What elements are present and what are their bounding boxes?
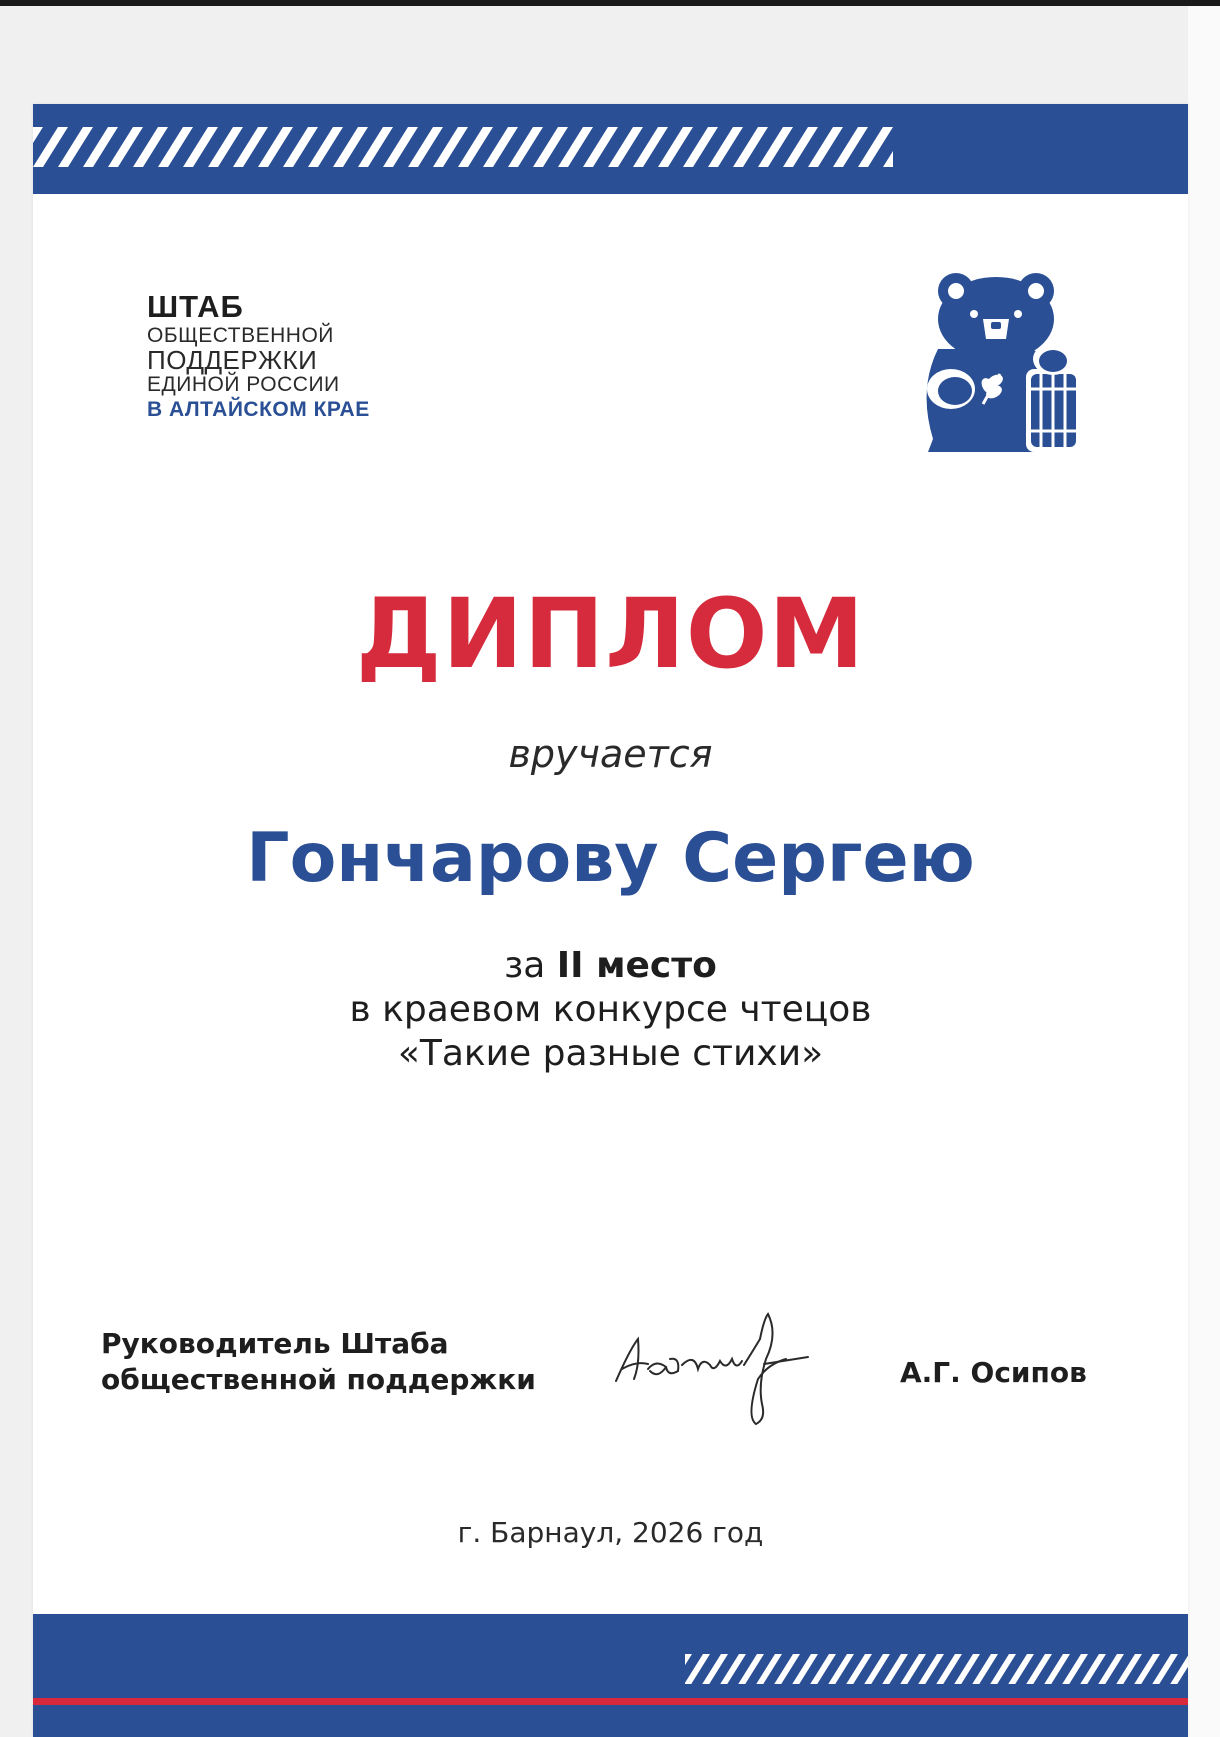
logo-line-4: ЕДИНОЙ РОССИИ: [147, 373, 340, 396]
awarded-text: вручается: [508, 732, 713, 776]
top-decorative-stripe: [33, 104, 1188, 194]
top-hatch-pattern: [33, 127, 893, 167]
staff-logo: [147, 290, 370, 423]
role-line-1: Руководитель Штаба: [101, 1327, 449, 1360]
diploma-title: ДИПЛОМ: [355, 578, 866, 690]
logo-line-3: ПОДДЕРЖКИ: [147, 345, 318, 375]
logo-line-5: В АЛТАЙСКОМ КРАЕ: [147, 398, 370, 421]
signer-name: А.Г. Осипов: [900, 1356, 1087, 1389]
logo-line-2: ОБЩЕСТВЕННОЙ: [147, 324, 334, 347]
role-line-2: общественной поддержки: [101, 1363, 536, 1396]
page-margin: [1188, 6, 1220, 1737]
award-reason: [33, 944, 1188, 1076]
recipient-name: Гончарову Сергею: [246, 819, 975, 898]
top-status-bar: [0, 0, 1220, 6]
logo-line-1: ШТАБ: [147, 289, 244, 324]
handwritten-signature: [608, 1309, 853, 1429]
bear-mascot-icon: [908, 269, 1108, 454]
reason-prefix: за: [504, 945, 557, 986]
reason-line-2: в краевом конкурсе чтецов: [349, 989, 872, 1030]
diploma-sheet: [33, 104, 1188, 1737]
bottom-hatch-pattern: [685, 1654, 1188, 1684]
bottom-red-line: [33, 1698, 1188, 1705]
reason-line-1: [33, 944, 1188, 988]
place-date: г. Барнаул, 2026 год: [457, 1516, 764, 1549]
signer-role: [101, 1326, 536, 1398]
reason-line-3: «Такие разные стихи»: [397, 1033, 824, 1074]
reason-place: II место: [556, 945, 717, 986]
bottom-decorative-stripe: [33, 1614, 1188, 1737]
